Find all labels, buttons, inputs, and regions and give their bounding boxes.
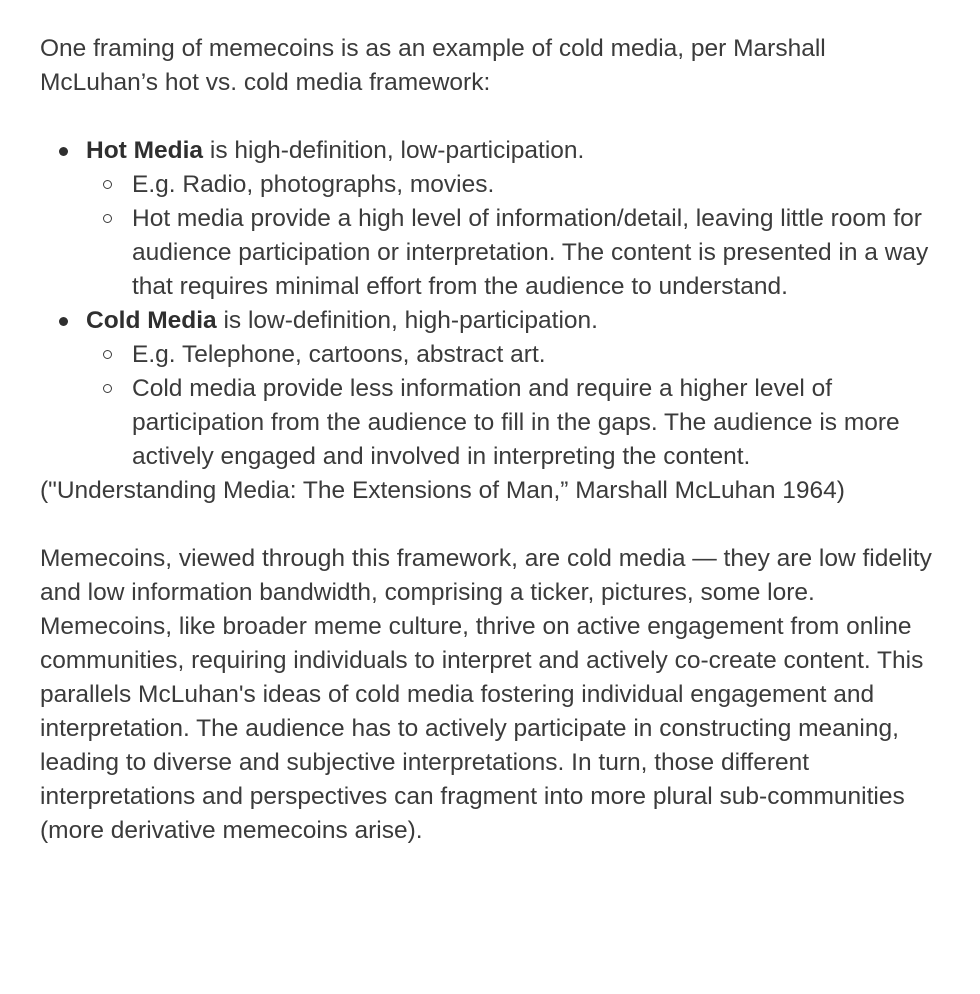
hot-media-sublist <box>86 168 940 304</box>
cold-media-description-text: Cold media provide less information and require a higher level of participation from the audience to fill in the gaps. The audience is more actively engaged and involved in interpreting the content. <box>132 375 900 470</box>
cold-media-term: Cold Media <box>86 307 217 334</box>
conclusion-paragraph: Memecoins, viewed through this framework, are cold media — they are low fidelity and low information bandwidth, comprising a ticker, pictures, some lore. Memecoins, like broader meme culture, thrive on active engagement from online communities, requiring individuals to interpret and actively co-create content. This parallels McLuhan's ideas of cold media fostering individual engagement and interpretation. The audience has to actively participate in constructing meaning, leading to diverse and subjective interpretations. In turn, those different interpretations and perspectives can fragment into more plural sub-communities (more derivative memecoins arise). <box>40 545 932 844</box>
hot-media-examples-text: E.g. Radio, photographs, movies. <box>132 171 495 198</box>
paragraph-spacer <box>40 508 940 542</box>
cold-media-sublist <box>86 338 940 474</box>
cold-media-description <box>86 372 940 474</box>
bullet-disc-icon <box>59 317 68 326</box>
hot-media-definition: is high-definition, low-participation. <box>203 137 585 164</box>
intro-paragraph: One framing of memecoins is as an example of cold media, per Marshall McLuhan’s hot vs. cold media framework: <box>40 35 826 96</box>
paragraph-spacer <box>40 100 940 134</box>
hot-media-description-text: Hot media provide a high level of information/detail, leaving little room for audience participation or interpretation. The content is presented in a way that requires minimal effort from the audience to understand. <box>132 205 929 300</box>
cold-media-examples <box>86 338 940 372</box>
bullet-disc-icon <box>59 147 68 156</box>
citation: ("Understanding Media: The Extensions of Man,” Marshall McLuhan 1964) <box>40 477 845 504</box>
hot-media-term: Hot Media <box>86 137 204 164</box>
list-item-hot-media <box>40 134 940 304</box>
bullet-circle-icon <box>103 350 112 359</box>
bullet-circle-icon <box>103 214 112 223</box>
bullet-circle-icon <box>103 180 112 189</box>
cold-media-examples-text: E.g. Telephone, cartoons, abstract art. <box>132 341 546 368</box>
list-item-cold-media <box>40 304 940 474</box>
cold-media-definition: is low-definition, high-participation. <box>216 307 598 334</box>
bullet-circle-icon <box>103 384 112 393</box>
hot-media-description <box>86 202 940 304</box>
media-types-list <box>40 134 940 474</box>
hot-media-examples <box>86 168 940 202</box>
